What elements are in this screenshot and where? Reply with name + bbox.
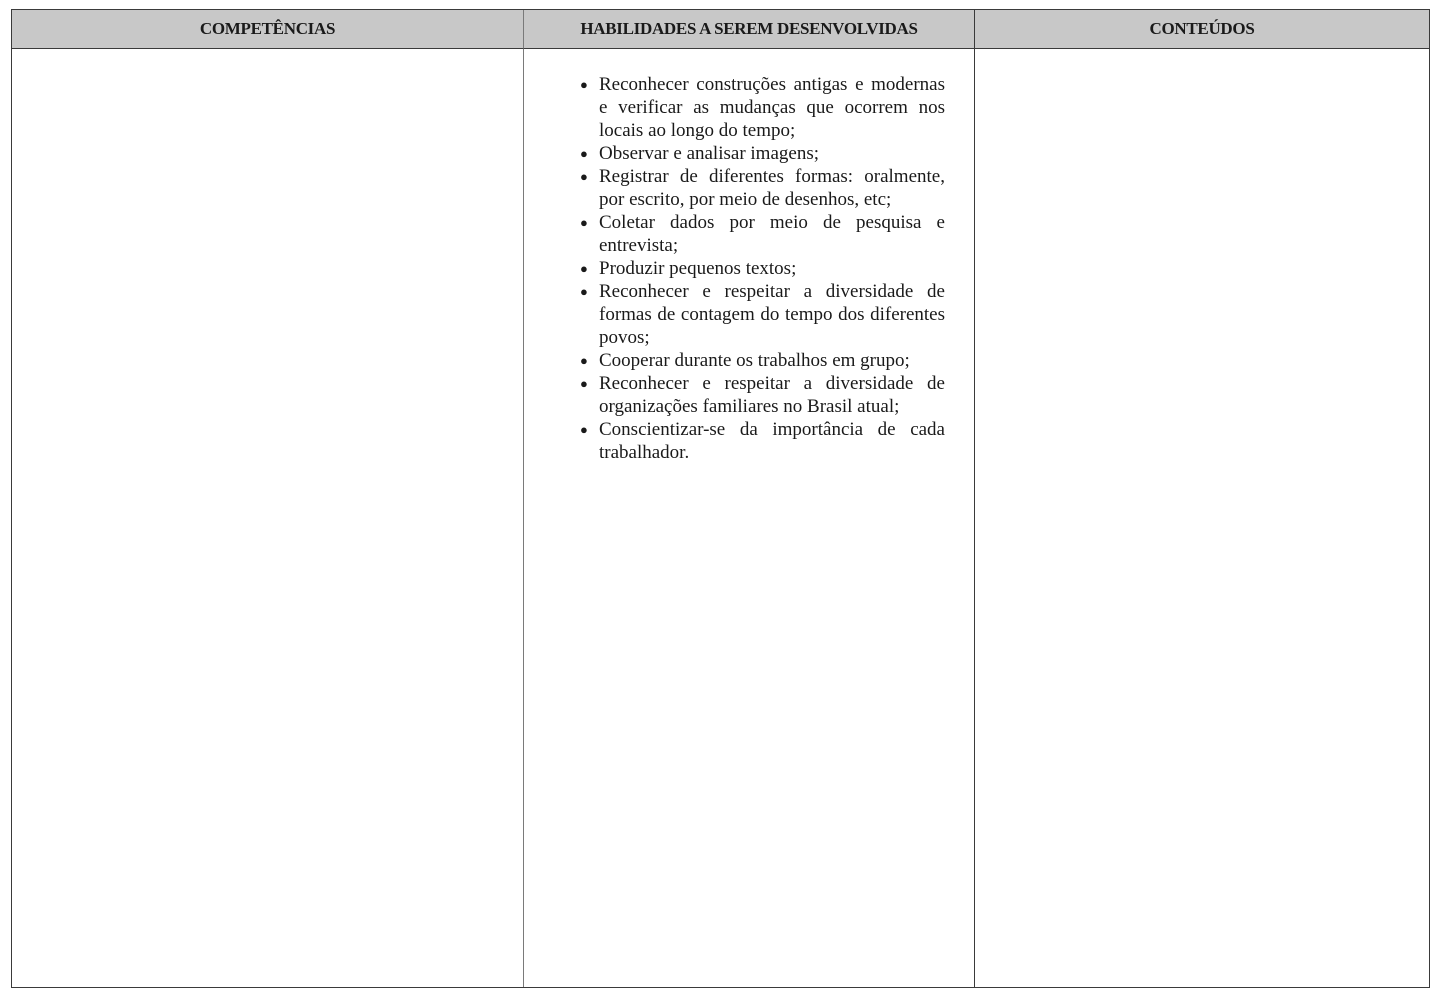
list-item-text: Reconhecer e respeitar a diversidade de organizações familiares no Brasil atual; [599,373,945,417]
curriculum-table [11,9,1430,988]
bullet-icon: ● [580,77,588,92]
header-competencias-label: COMPETÊNCIAS [199,19,336,38]
cell-conteudos [975,49,1429,987]
bullet-icon: ● [580,169,588,184]
list-item [580,142,945,165]
header-habilidades [524,10,975,49]
list-item-text: Observar e analisar imagens; [599,143,819,164]
bullet-icon: ● [580,146,588,161]
habilidades-list [580,73,945,464]
list-item-text: Cooperar durante os trabalhos em grupo; [599,350,910,371]
list-item-text: Produzir pequenos textos; [599,258,797,279]
list-item [580,418,945,464]
list-item-text: Reconhecer construções antigas e modernas e verificar as mudanças que ocorrem nos locais ao longo do tempo; [599,74,945,141]
list-item [580,73,945,142]
cell-competencias [12,49,524,987]
cell-habilidades [524,49,975,987]
header-competencias [12,10,524,49]
header-conteudos [975,10,1429,49]
list-item-text: Registrar de diferentes formas: oralmente, por escrito, por meio de desenhos, etc; [599,166,945,210]
list-item [580,165,945,211]
list-item-text: Coletar dados por meio de pesquisa e entrevista; [599,212,945,256]
list-item [580,257,945,280]
bullet-icon: ● [580,376,588,391]
list-item-text: Conscientizar-se da importância de cada trabalhador. [599,419,945,463]
bullet-icon: ● [580,284,588,299]
list-item [580,211,945,257]
list-item [580,372,945,418]
bullet-icon: ● [580,261,588,276]
list-item-text: Reconhecer e respeitar a diversidade de formas de contagem do tempo dos diferentes povos; [599,281,945,348]
list-item [580,349,945,372]
list-item [580,280,945,349]
bullet-icon: ● [580,215,588,230]
header-habilidades-label: HABILIDADES A SEREM DESENVOLVIDAS [580,19,918,38]
bullet-icon: ● [580,353,588,368]
header-conteudos-label: CONTEÚDOS [1149,19,1255,38]
bullet-icon: ● [580,422,588,437]
